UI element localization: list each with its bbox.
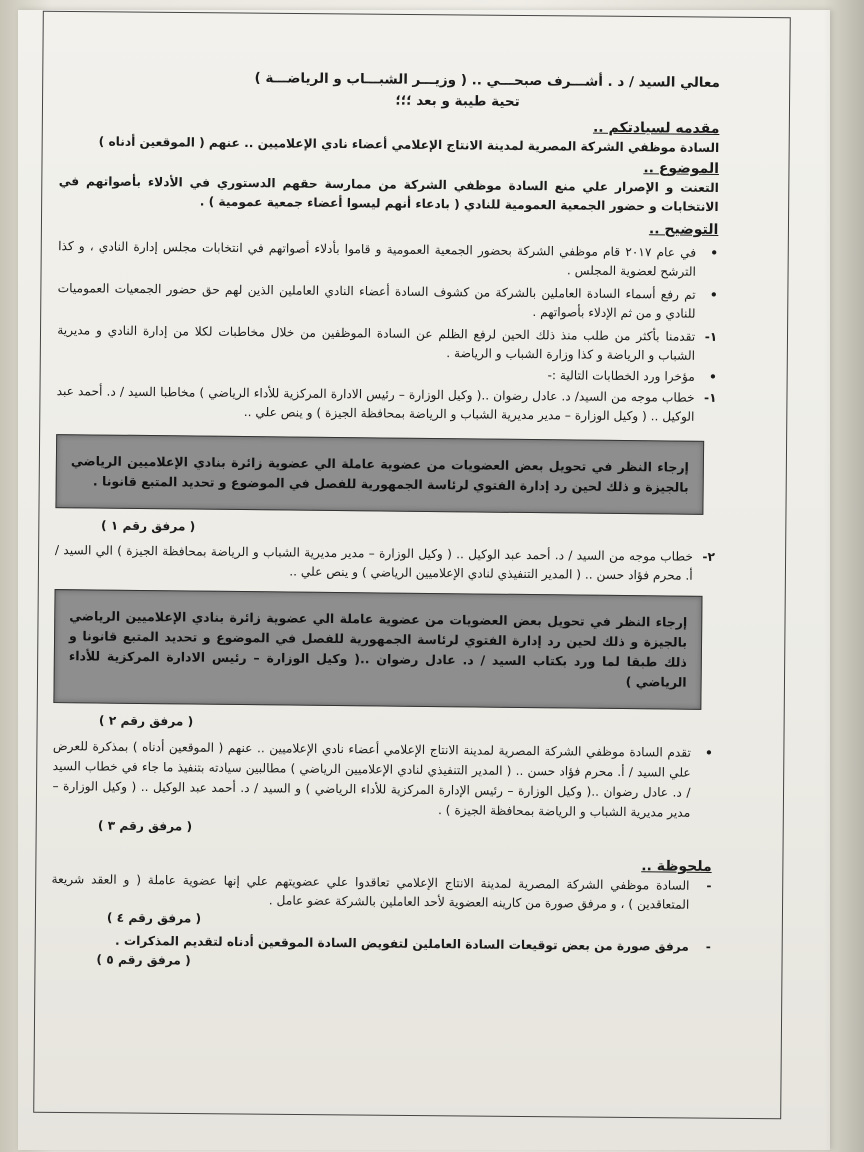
memo-content	[51, 67, 720, 976]
clarification-title: التوضيح ..	[648, 221, 719, 238]
dash-mark: -	[706, 878, 712, 893]
page-shadow	[824, 0, 864, 1152]
bullet-mark: •	[709, 287, 718, 302]
dash-mark: -	[705, 939, 711, 954]
intro-title: مقدمه لسيادتكم ..	[592, 119, 720, 137]
number-mark: ١-	[704, 390, 717, 405]
subject-text: التعنت و الإصرار علي منع السادة موظفي الشركة من ممارسة حقهم الدستوري في الأدلاء بأصواتهم في الانتخابات و حضور الجمعية العمومية للنادي ( بادعاء أنهم ليسوا أعضاء جمعية عمومية ) .	[58, 174, 719, 214]
attachment-4: ( مرفق رقم ٤ )	[106, 910, 202, 926]
list-item-text: تقدمنا بأكثر من طلب منذ ذلك الحين لرفع الظلم عن السادة الموظفين من خلال مخاطبات لكلا من إدارة النادي و مديرية الشباب و الرياضة و كذا وزارة الشباب و الرياضة .	[57, 323, 696, 363]
list-item	[58, 237, 718, 282]
bullet-mark: •	[708, 369, 717, 384]
greeting: تحية طيبة و بعد ؛؛؛	[395, 92, 520, 110]
letter-2-text: خطاب موجه من السيد / د. أحمد عبد الوكيل .. ( وكيل الوزارة – مدير مديرية الشباب و الرياضة بمحافظة الجيزة ) الي السيد / أ. محرم فؤاد حسن .. ( المدير التنفيذي لنادي الإعلاميين الرياضي ) و ينص علي ..	[54, 543, 694, 583]
attachment-5: ( مرفق رقم ٥ )	[96, 952, 191, 968]
salutation: معالي السيد / د . أشـــرف صبحـــي .. ( وزيـــر الشبـــاب و الرياضـــة )	[254, 70, 720, 91]
list-item	[57, 321, 717, 366]
quoted-box-2: إرجاء النظر في تحويل بعض العضويات من عضوية عاملة الي عضوية زائرة بنادي الإعلاميين الرياضي بالجيزة و ذلك لحين رد إدارة الفتوي لرئاسة الجمهورية للفصل في الموضوع و تحديد المتبع قانونا و ذلك طبقا لما ورد بكتاب السيد / د. عادل رضوان ..( وكيل الوزارة – رئيس الادارة المركزية للأداء الرياضي )	[53, 589, 702, 710]
note-item-1-text: السادة موظفي الشركة المصرية لمدينة الانتاج الإعلامي تعاقدوا علي عضويتهم علي إنها عضوية عاملة ( و العقد شريعة المتعاقدين ) ، و مرفق صورة من كارينه العضوية لأحد العاملين بالشركة عضو عامل .	[51, 872, 690, 912]
note-item-1	[51, 870, 711, 915]
subject-title: الموضوع ..	[643, 160, 720, 177]
bullet-mark: •	[710, 245, 719, 260]
intro-text: السادة موظفي الشركة المصرية لمدينة الانتاج الإعلامي أعضاء نادي الإعلاميين .. عنهم ( الموقعين أدناه )	[98, 134, 720, 155]
letter-1	[56, 382, 716, 427]
list-item-text: في عام ٢٠١٧ قام موظفي الشركة بحضور الجمعية العمومية و قاموا بأدلاء أصواتهم في انتخابات مجلس إدارة النادي ، و كذا الترشح لعضوية المجلس .	[58, 239, 697, 279]
note-item-2-text: مرفق صورة من بعض توقيعات السادة العاملين لتفويض السادة الموقعين أدناه لتقديم المذكرات .	[114, 933, 689, 954]
letter-1-text: خطاب موجه من السيد/ د. عادل رضوان ..( وكيل الوزارة – رئيس الادارة المركزية للأداء الرياضي ) مخاطبا السيد / د. أحمد عبد الوكيل .. ( وكيل الوزارة – مدير مديرية الشباب و الرياضة بمحافظة الجيزة ) و ينص علي ..	[56, 384, 695, 424]
request-text: تقدم السادة موظفي الشركة المصرية لمدينة الانتاج الإعلامي أعضاء نادي الإعلاميين .. عنهم ( الموقعين أدناه ) بمذكرة للعرض علي السيد / أ. محرم فؤاد حسن .. ( المدير التنفيذي لنادي الإعلاميين الرياضي ) مطالبين سيادته بتنفيذ ما جاء في خطاب السيد / د. عادل رضوان ..( وكيل الوزارة – رئيس الإدارة المركزية للأداء الرياضي ) و السيد / د. أحمد عبد الوكيل .. ( وكيل الوزارة – مدير مديرية الشباب و الرياضة بمحافظة الجيزة ) .	[52, 739, 691, 820]
attachment-1: ( مرفق رقم ١ )	[100, 518, 196, 534]
number-mark: ١-	[704, 329, 718, 344]
attachment-3: ( مرفق رقم ٣ )	[97, 818, 193, 834]
bullet-mark: •	[705, 745, 713, 760]
list-item-text: تم رفع أسماء السادة العاملين بالشركة من كشوف السادة أعضاء النادي العاملين الذين لهم حق حضور الجمعيات العموميات للنادي و من ثم الإدلاء بأصواتهم .	[57, 281, 696, 321]
list-item-text: مؤخرا ورد الخطابات التالية :-	[547, 368, 695, 384]
note-title: ملحوظة ..	[641, 858, 712, 875]
attachment-2: ( مرفق رقم ٢ )	[98, 713, 194, 729]
quoted-box-1: إرجاء النظر في تحويل بعض العضويات من عضوية عاملة الي عضوية زائرة بنادي الإعلاميين الرياضي بالجيزة و ذلك لحين رد إدارة الفتوي لرئاسة الجمهورية للفصل في الموضوع و تحديد المتبع قانونا .	[55, 434, 704, 515]
request-item	[52, 736, 713, 823]
number-mark: ٢-	[702, 549, 716, 564]
list-item	[57, 279, 717, 324]
letter-2	[55, 541, 715, 586]
